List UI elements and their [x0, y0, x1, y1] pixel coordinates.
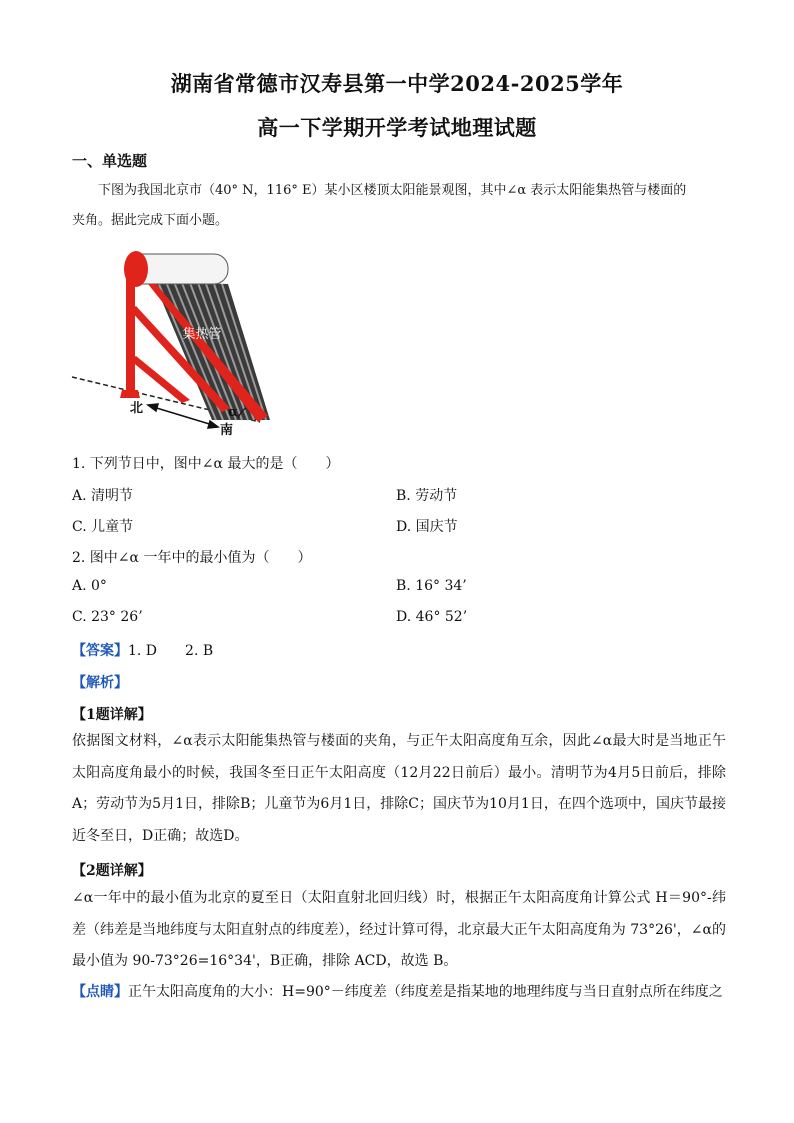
north-label: 北 [130, 401, 144, 416]
intro-line2: 夹角。据此完成下面小题。 [72, 213, 229, 228]
question-1-option-c[interactable]: C. 儿童节 [72, 519, 134, 535]
page-title-line2: 高一下学期开学考试地理试题 [257, 115, 537, 140]
answer-label: 【答案】 [72, 643, 128, 659]
question-2-option-b[interactable]: B. 16° 34’ [396, 578, 467, 594]
tube-label: 集热管 [182, 326, 222, 341]
question-2-option-a[interactable]: A. 0° [72, 578, 107, 594]
question-2-option-c[interactable]: C. 23° 26’ [72, 609, 143, 625]
detail-1-label: 【1题详解】 [72, 707, 152, 723]
question-1-stem: 1. 下列节日中，图中∠α 最大的是（ ） [72, 456, 340, 472]
detail-2-text: ∠α一年中的最小值为北京的夏至日（太阳直射北回归线）时，根据正午太阳高度角计算公式 H＝90°-纬差（纬差是当地纬度与太阳直射点的纬度差），经过计算可得，北京最大正午太阳高度角为 73°26'，∠α的最小值为 90-73°26=16°34'，B正确，排除 ACD，故选 B。 [72, 890, 726, 969]
question-2-stem: 2. 图中∠α 一年中的最小值为（ ） [72, 550, 312, 566]
detail-2-label: 【2题详解】 [72, 863, 152, 879]
question-2-option-d[interactable]: D. 46° 52’ [396, 609, 468, 625]
question-1-option-b[interactable]: B. 劳动节 [396, 488, 458, 504]
tip-text: 正午太阳高度角的大小：H=90°－纬度差（纬度差是指某地的地理纬度与当日直射点所在纬度之 [128, 984, 723, 1000]
analysis-line [72, 672, 128, 692]
answer-line [72, 640, 213, 660]
detail-1-text: 依据图文材料，∠α表示太阳能集热管与楼面的夹角，与正午太阳高度角互余，因此∠α最大时是当地正午太阳高度角最小的时候，我国冬至日正午太阳高度（12月22日前后）最小。清明节为4月5日前后，排除A；劳动节为5月1日，排除B；儿童节为6月1日，排除C；国庆节为10月1日，在四个选项中，国庆节最接近冬至日，D正确；故选D。 [72, 733, 726, 844]
south-label: 南 [220, 423, 234, 438]
intro-line1: 下图为我国北京市（40° N，116° E）某小区楼顶太阳能景观图，其中∠α 表示太阳能集热管与楼面的 [98, 183, 687, 198]
alpha-label: α [228, 405, 239, 420]
page-title-line1: 湖南省常德市汉寿县第一中学2024-2025学年 [170, 71, 624, 96]
front-foot [120, 390, 140, 398]
tip-line [72, 977, 726, 1009]
front-leg [126, 276, 135, 394]
solar-heater-illustration [70, 240, 270, 440]
water-tank [124, 251, 228, 287]
tip-label: 【点睛】 [72, 984, 128, 1000]
section-heading: 一、单选题 [72, 152, 148, 170]
solar-heater-figure [70, 240, 270, 440]
analysis-label: 【解析】 [72, 675, 128, 691]
question-1-option-a[interactable]: A. 清明节 [72, 488, 134, 504]
answer-value: 1. D 2. B [128, 643, 214, 659]
question-1-option-d[interactable]: D. 国庆节 [396, 519, 458, 535]
question-intro [72, 176, 722, 236]
